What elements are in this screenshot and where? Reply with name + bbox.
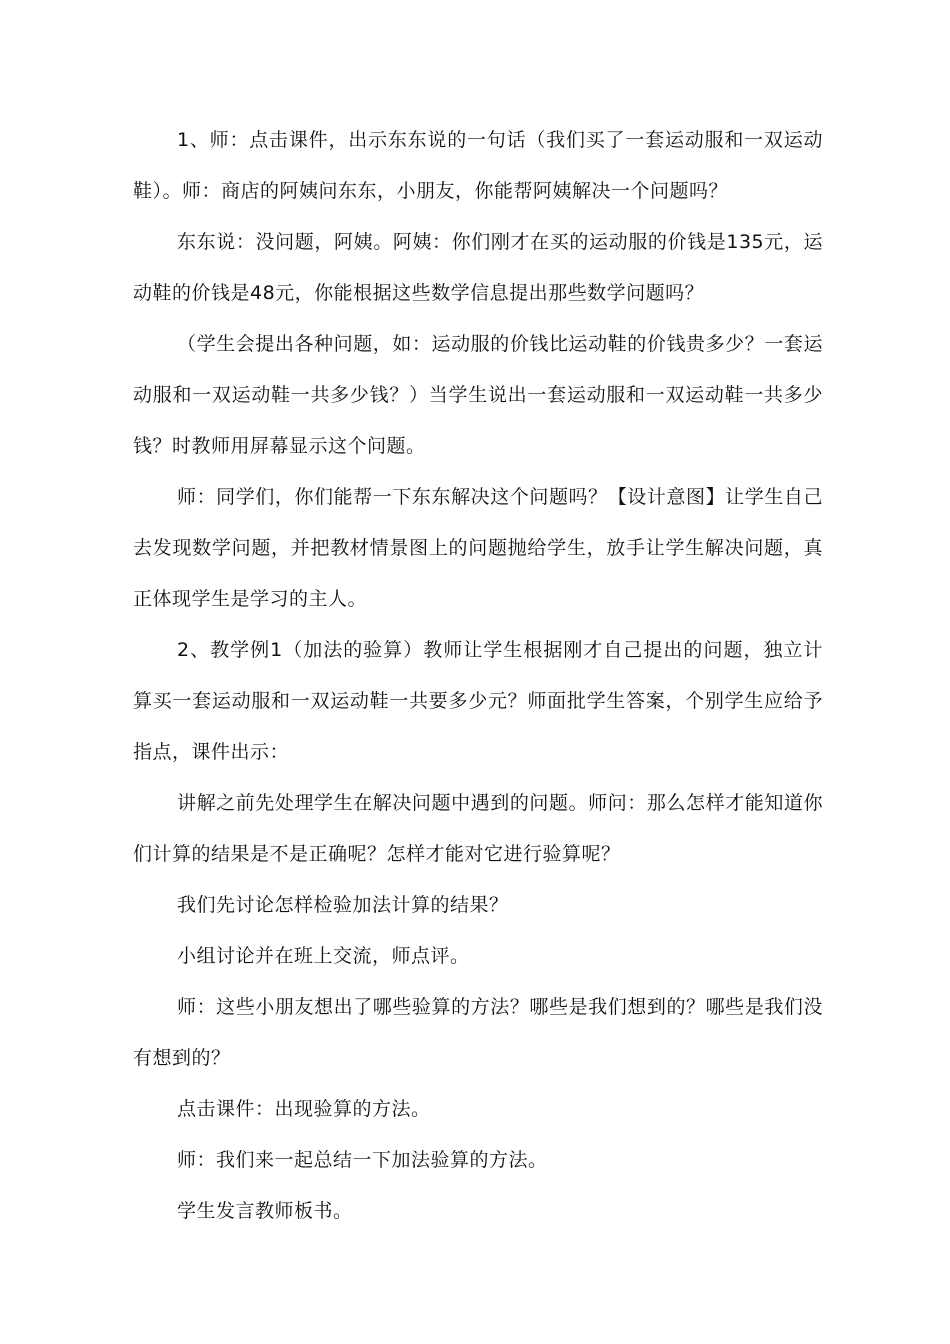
paragraph-3: （学生会提出各种问题，如：运动服的价钱比运动鞋的价钱贵多少？一套运动服和一双运动鞋一共多少钱？）当学生说出一套运动服和一双运动鞋一共多少钱？时教师用屏幕显示这个问题。 — [133, 333, 823, 457]
paragraph-1: 1、师：点击课件，出示东东说的一句话（我们买了一套运动服和一双运动鞋）。师：商店的阿姨问东东，小朋友，你能帮阿姨解决一个问题吗？ — [133, 129, 823, 202]
paragraph-2: 东东说：没问题，阿姨。阿姨：你们刚才在买的运动服的价钱是135元，运动鞋的价钱是48元，你能根据这些数学信息提出那些数学问题吗？ — [133, 231, 823, 304]
paragraph-11: 师：我们来一起总结一下加法验算的方法。 — [177, 1149, 548, 1171]
paragraph-7: 我们先讨论怎样检验加法计算的结果？ — [177, 894, 509, 916]
paragraph-10: 点击课件：出现验算的方法。 — [177, 1098, 431, 1120]
paragraph-9: 师：这些小朋友想出了哪些验算的方法？哪些是我们想到的？哪些是我们没有想到的？ — [133, 996, 823, 1069]
paragraph-12: 学生发言教师板书。 — [177, 1200, 353, 1222]
document-body — [133, 115, 823, 1237]
paragraph-6: 讲解之前先处理学生在解决问题中遇到的问题。师问：那么怎样才能知道你们计算的结果是不是正确呢？怎样才能对它进行验算呢？ — [133, 792, 823, 865]
paragraph-8: 小组讨论并在班上交流，师点评。 — [177, 945, 470, 967]
paragraph-5: 2、教学例1（加法的验算）教师让学生根据刚才自己提出的问题，独立计算买一套运动服和一双运动鞋一共要多少元？师面批学生答案，个别学生应给予指点，课件出示： — [133, 639, 823, 763]
paragraph-4: 师：同学们，你们能帮一下东东解决这个问题吗？【设计意图】让学生自己去发现数学问题，并把教材情景图上的问题抛给学生，放手让学生解决问题，真正体现学生是学习的主人。 — [133, 486, 823, 610]
